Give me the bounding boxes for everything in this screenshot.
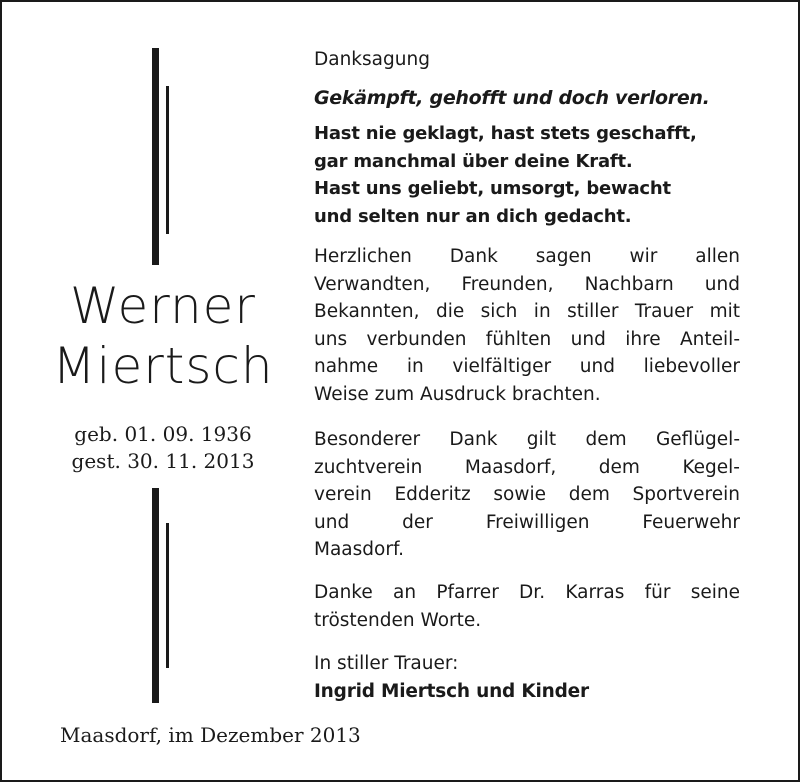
decor-bar-bottom-thick xyxy=(152,488,159,703)
poem-line: Hast uns geliebt, umsorgt, bewacht xyxy=(314,178,671,199)
pastor-thanks-paragraph xyxy=(314,579,740,634)
paragraph-line: uns verbunden fühlten und ihre Anteil- xyxy=(314,328,740,350)
poem-line: Hast nie geklagt, hast stets geschafft, xyxy=(314,123,697,144)
paragraph-line: Verwandten, Freunden, Nachbarn und xyxy=(314,273,740,295)
poem-block xyxy=(314,120,740,230)
paragraph-line: Herzlichen Dank sagen wir allen xyxy=(314,246,740,267)
place-and-date: Maasdorf, im Dezember 2013 xyxy=(60,723,361,747)
deceased-first-name: Werner xyxy=(70,277,256,335)
paragraph-line: verein Edderitz sowie dem Sportverein xyxy=(314,484,740,505)
paragraph-line: und der Freiwilligen Feuerwehr xyxy=(314,511,740,533)
paragraph-line: Weise zum Ausdruck brachten. xyxy=(314,383,601,405)
heading-danksagung: Danksagung xyxy=(314,49,430,70)
paragraph-line: nahme in vielfältiger und liebevoller xyxy=(314,356,740,377)
paragraph-line: tröstenden Worte. xyxy=(314,609,482,631)
special-thanks-paragraph xyxy=(314,426,740,564)
birth-date: geb. 01. 09. 1936 xyxy=(74,422,252,446)
poem-line: gar manchmal über deine Kraft. xyxy=(314,150,633,172)
paragraph-line: Danke an Pfarrer Dr. Karras für seine xyxy=(314,582,740,603)
deceased-last-name: Miertsch xyxy=(52,337,274,395)
thanks-paragraph xyxy=(314,243,740,408)
signoff-line: In stiller Trauer: xyxy=(314,653,459,674)
decor-bar-top-thick xyxy=(152,48,159,265)
motto-line: Gekämpft, gehofft und doch verloren. xyxy=(314,87,710,109)
signoff-block xyxy=(314,650,740,705)
paragraph-line: Maasdorf. xyxy=(314,539,404,560)
death-date: gest. 30. 11. 2013 xyxy=(71,449,255,473)
signer-name: Ingrid Miertsch und Kinder xyxy=(314,680,589,702)
paragraph-line: zuchtverein Maasdorf, dem Kegel- xyxy=(314,456,740,478)
paragraph-line: Besonderer Dank gilt dem Geflügel- xyxy=(314,429,740,450)
decor-bar-bottom-thin xyxy=(166,523,169,668)
paragraph-line: Bekannten, die sich in stiller Trauer mit xyxy=(314,301,740,322)
poem-line: und selten nur an dich gedacht. xyxy=(314,205,632,227)
decor-bar-top-thin xyxy=(166,86,169,234)
